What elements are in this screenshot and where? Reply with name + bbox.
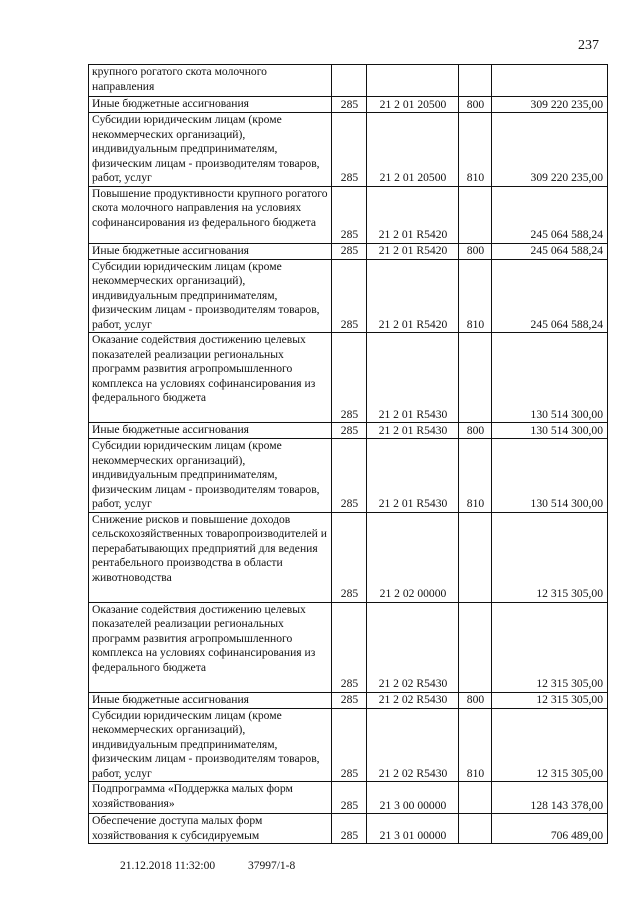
- sum-cell: 130 514 300,00: [492, 333, 608, 423]
- sum-cell: 128 143 378,00: [492, 782, 608, 814]
- cs-cell: 21 3 00 00000: [367, 782, 459, 814]
- table-row: [89, 512, 608, 602]
- vr-cell: [459, 333, 492, 423]
- name-cell: Иные бюджетные ассигнования: [89, 97, 332, 113]
- name-cell: Обеспечение доступа малых форм хозяйствования к субсидируемым: [89, 814, 332, 844]
- sum-cell: 130 514 300,00: [492, 423, 608, 439]
- vr-cell: [459, 186, 492, 243]
- sum-cell: 12 315 305,00: [492, 602, 608, 692]
- cs-cell: 21 2 02 R5430: [367, 692, 459, 708]
- ved-cell: 285: [332, 333, 367, 423]
- page-number: 237: [578, 38, 599, 53]
- table-row: [89, 186, 608, 243]
- cs-cell: 21 2 01 R5430: [367, 439, 459, 513]
- footer: [120, 860, 295, 872]
- cs-cell: 21 2 01 R5420: [367, 186, 459, 243]
- table-row: [89, 333, 608, 423]
- vr-cell: [459, 602, 492, 692]
- vr-cell: 810: [459, 259, 492, 333]
- name-cell: Оказание содействия достижению целевых показателей реализации региональных программ развития агропромышленного комплекса на условиях софинансирования из федерального бюджета: [89, 602, 332, 692]
- vr-cell: [459, 65, 492, 97]
- vr-cell: [459, 814, 492, 844]
- ved-cell: 285: [332, 439, 367, 513]
- ved-cell: 285: [332, 113, 367, 187]
- name-cell: крупного рогатого скота молочного направления: [89, 65, 332, 97]
- vr-cell: 800: [459, 243, 492, 259]
- sum-cell: 309 220 235,00: [492, 97, 608, 113]
- table-row: [89, 782, 608, 814]
- name-cell: Повышение продуктивности крупного рогатого скота молочного направления на условиях софинансирования из федерального бюджета: [89, 186, 332, 243]
- ved-cell: 285: [332, 782, 367, 814]
- name-cell: Оказание содействия достижению целевых показателей реализации региональных программ развития агропромышленного комплекса на условиях софинансирования из федерального бюджета: [89, 333, 332, 423]
- cs-cell: 21 2 01 R5430: [367, 423, 459, 439]
- vr-cell: 810: [459, 708, 492, 782]
- name-cell: Субсидии юридическим лицам (кроме некоммерческих организаций), индивидуальным предпринимателям, физическим лицам - производителям товаров, работ, услуг: [89, 439, 332, 513]
- vr-cell: [459, 512, 492, 602]
- sum-cell: 245 064 588,24: [492, 243, 608, 259]
- sum-cell: 12 315 305,00: [492, 692, 608, 708]
- table-row: [89, 65, 608, 97]
- budget-table: [88, 64, 608, 844]
- ved-cell: 285: [332, 243, 367, 259]
- cs-cell: 21 2 02 R5430: [367, 708, 459, 782]
- sum-cell: 309 220 235,00: [492, 113, 608, 187]
- ved-cell: 285: [332, 186, 367, 243]
- sum-cell: 245 064 588,24: [492, 259, 608, 333]
- name-cell: Иные бюджетные ассигнования: [89, 423, 332, 439]
- cs-cell: 21 2 02 R5430: [367, 602, 459, 692]
- table-row: [89, 692, 608, 708]
- name-cell: Подпрограмма «Поддержка малых форм хозяйствования»: [89, 782, 332, 814]
- name-cell: Иные бюджетные ассигнования: [89, 243, 332, 259]
- ved-cell: 285: [332, 423, 367, 439]
- footer-doc-number: 37997/1-8: [247, 860, 296, 872]
- name-cell: Субсидии юридическим лицам (кроме некоммерческих организаций), индивидуальным предпринимателям, физическим лицам - производителям товаров, работ, услуг: [89, 259, 332, 333]
- sum-cell: 12 315 305,00: [492, 512, 608, 602]
- sum-cell: 706 489,00: [492, 814, 608, 844]
- sum-cell: 130 514 300,00: [492, 439, 608, 513]
- table-body: [89, 65, 608, 844]
- table-row: [89, 602, 608, 692]
- sum-cell: 245 064 588,24: [492, 186, 608, 243]
- cs-cell: 21 2 02 00000: [367, 512, 459, 602]
- cs-cell: 21 2 01 R5420: [367, 243, 459, 259]
- cs-cell: 21 2 01 R5420: [367, 259, 459, 333]
- name-cell: Субсидии юридическим лицам (кроме некоммерческих организаций), индивидуальным предпринимателям, физическим лицам - производителям товаров, работ, услуг: [89, 113, 332, 187]
- vr-cell: 800: [459, 97, 492, 113]
- table-row: [89, 439, 608, 513]
- vr-cell: 800: [459, 423, 492, 439]
- cs-cell: 21 3 01 00000: [367, 814, 459, 844]
- ved-cell: 285: [332, 97, 367, 113]
- sum-cell: 12 315 305,00: [492, 708, 608, 782]
- table-row: [89, 259, 608, 333]
- vr-cell: 800: [459, 692, 492, 708]
- name-cell: Иные бюджетные ассигнования: [89, 692, 332, 708]
- ved-cell: 285: [332, 814, 367, 844]
- table-row: [89, 243, 608, 259]
- ved-cell: 285: [332, 259, 367, 333]
- table-row: [89, 814, 608, 844]
- cs-cell: 21 2 01 R5430: [367, 333, 459, 423]
- footer-timestamp: 21.12.2018 11:32:00: [120, 860, 216, 872]
- vr-cell: 810: [459, 113, 492, 187]
- ved-cell: [332, 65, 367, 97]
- sum-cell: [492, 65, 608, 97]
- table-row: [89, 97, 608, 113]
- cs-cell: [367, 65, 459, 97]
- table-row: [89, 708, 608, 782]
- name-cell: Субсидии юридическим лицам (кроме некоммерческих организаций), индивидуальным предпринимателям, физическим лицам - производителям товаров, работ, услуг: [89, 708, 332, 782]
- ved-cell: 285: [332, 602, 367, 692]
- vr-cell: 810: [459, 439, 492, 513]
- ved-cell: 285: [332, 708, 367, 782]
- ved-cell: 285: [332, 512, 367, 602]
- cs-cell: 21 2 01 20500: [367, 97, 459, 113]
- table-row: [89, 113, 608, 187]
- name-cell: Снижение рисков и повышение доходов сельскохозяйственных товаропроизводителей и перерабатывающих предприятий для ведения рентабельного производства в области животноводства: [89, 512, 332, 602]
- ved-cell: 285: [332, 692, 367, 708]
- cs-cell: 21 2 01 20500: [367, 113, 459, 187]
- vr-cell: [459, 782, 492, 814]
- table-row: [89, 423, 608, 439]
